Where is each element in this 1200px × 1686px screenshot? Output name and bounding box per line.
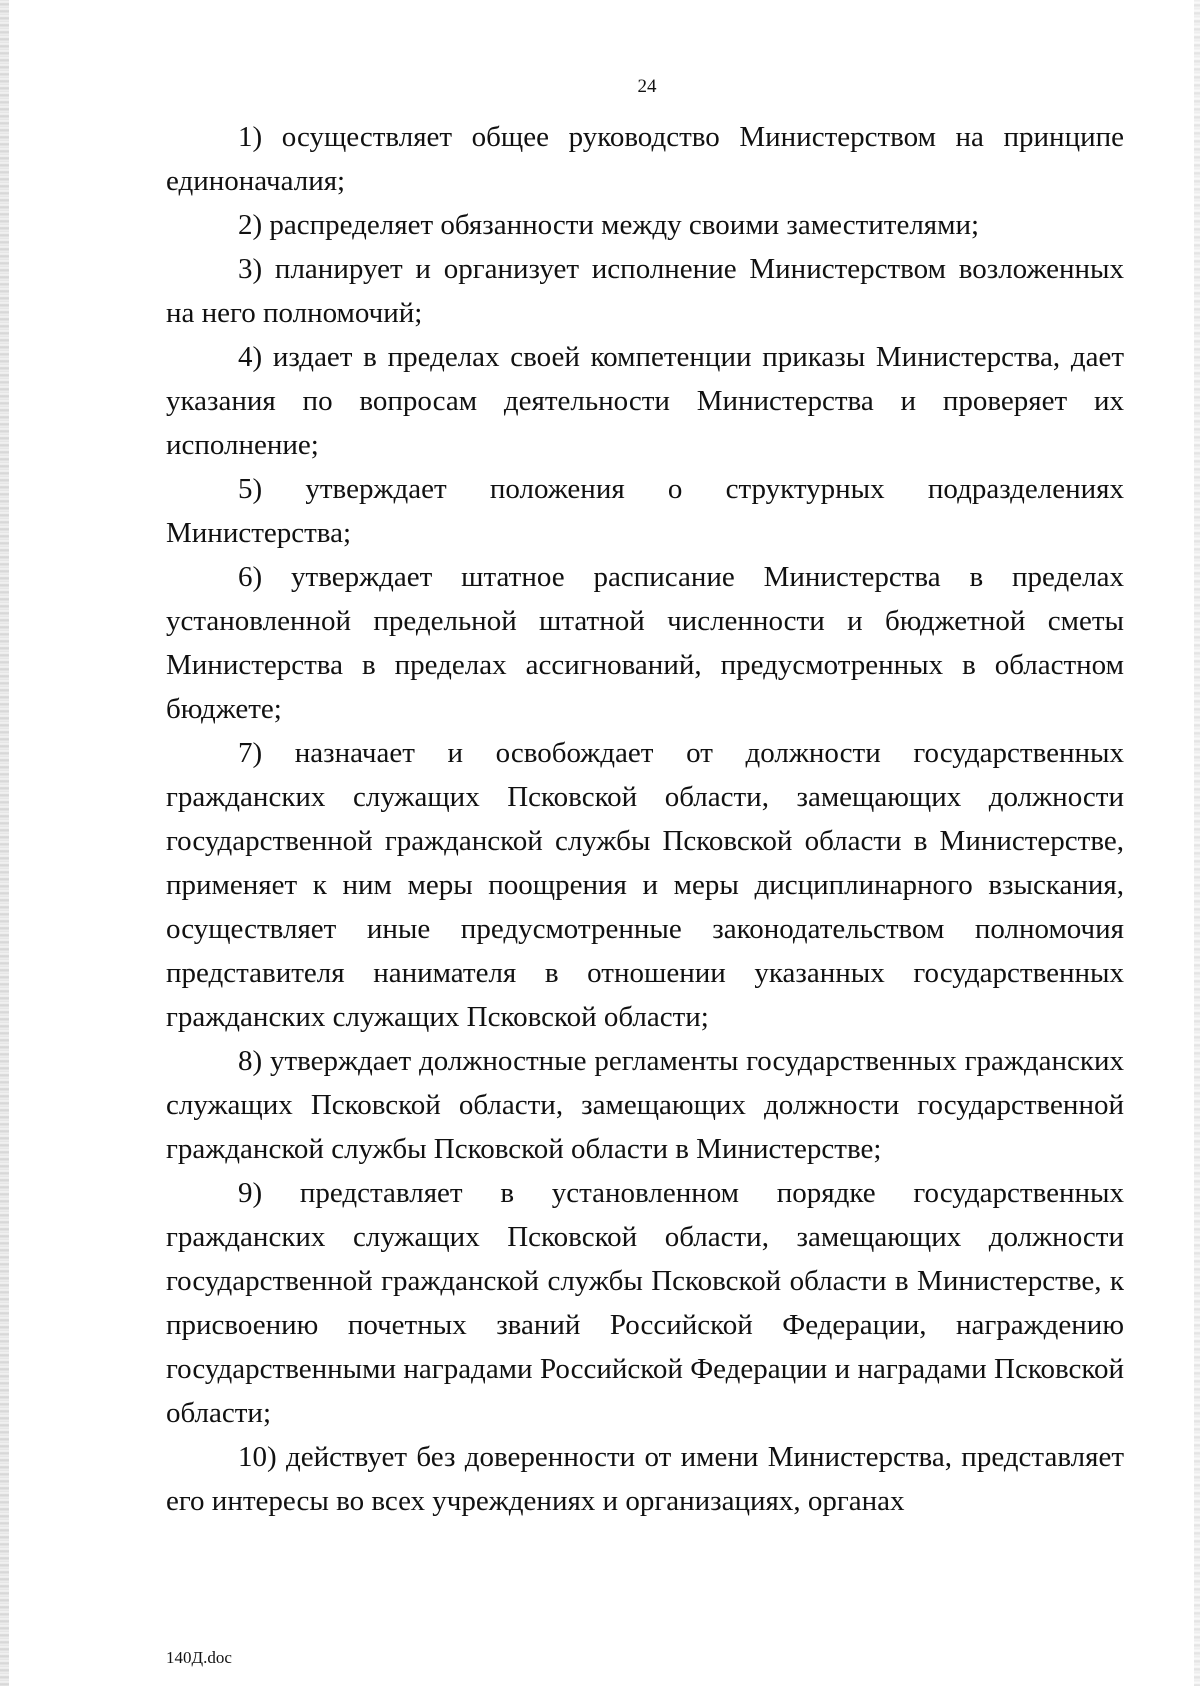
scan-edge-right [1194, 0, 1200, 1686]
paragraph-7: 7) назначает и освобождает от должности государственных гражданских служащих Псковской области, замещающих должности государственной гражданской службы Псковской области в Министерстве, применяет к ним меры поощрения и меры дисциплинарного взыскания, осуществляет иные предусмотренные законодательством полномочия представителя нанимателя в отношении указанных государственных гражданских служащих Псковской области; [166, 737, 1124, 1033]
paragraph-3: 3) планирует и организует исполнение Министерством возложенных на него полномочий; [166, 253, 1124, 329]
paragraph-9: 9) представляет в установленном порядке государственных гражданских служащих Псковской области, замещающих должности государственной гражданской службы Псковской области в Министерстве, к присвоению почетных званий Российской Федерации, награждению государственными наградами Российской Федерации и наградами Псковской области; [166, 1177, 1124, 1429]
file-name-footer: 140Д.doc [166, 1648, 232, 1667]
paragraph-10: 10) действует без доверенности от имени Министерства, представляет его интересы во всех учреждениях и организациях, органах [166, 1441, 1124, 1517]
page-number: 24 [637, 76, 657, 97]
paragraph-6: 6) утверждает штатное расписание Министерства в пределах установленной предельной штатной численности и бюджетной сметы Министерства в пределах ассигнований, предусмотренных в областном бюджете; [166, 561, 1124, 725]
paragraph-4: 4) издает в пределах своей компетенции приказы Министерства, дает указания по вопросам деятельности Министерства и проверяет их исполнение; [166, 341, 1124, 461]
paragraph-2: 2) распределяет обязанности между своими заместителями; [238, 209, 980, 241]
scan-edge-left [0, 0, 9, 1686]
document-body [166, 115, 1124, 1523]
paragraph-1: 1) осуществляет общее руководство Министерством на принципе единоначалия; [166, 121, 1124, 197]
paragraph-5: 5) утверждает положения о структурных подразделениях Министерства; [166, 473, 1124, 549]
paragraph-8: 8) утверждает должностные регламенты государственных гражданских служащих Псковской области, замещающих должности государственной гражданской службы Псковской области в Министерстве; [166, 1045, 1124, 1165]
